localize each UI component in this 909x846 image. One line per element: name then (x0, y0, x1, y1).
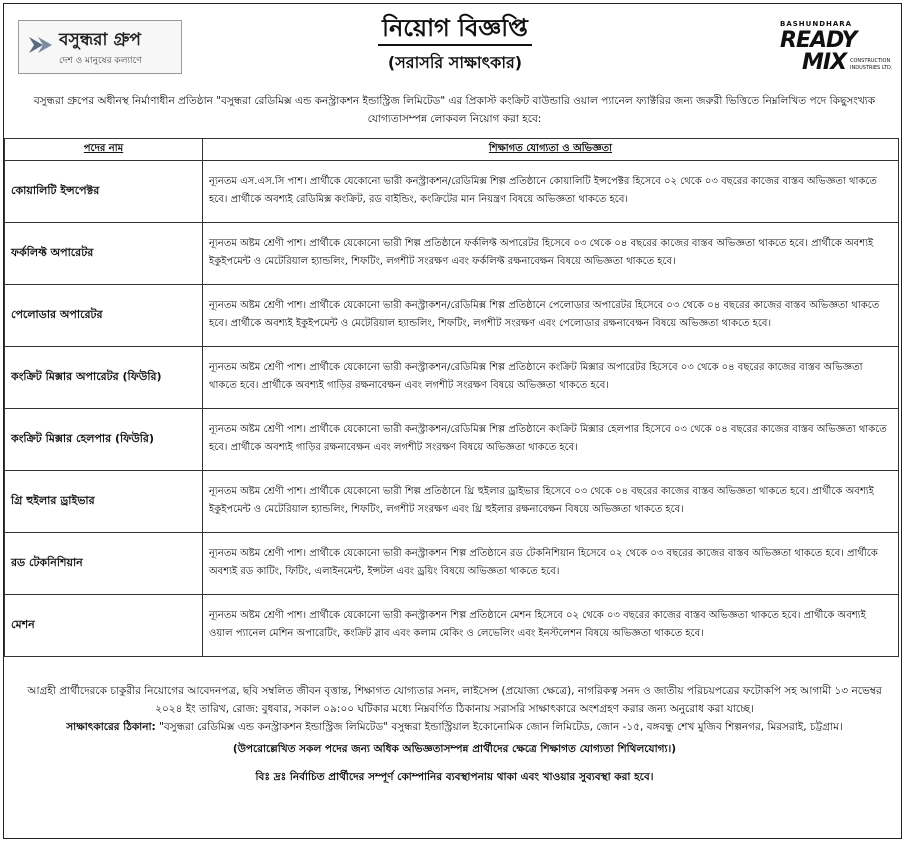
position-name: কোয়ালিটি ইন্সপেক্টর (5, 160, 203, 222)
interview-address (12, 718, 897, 736)
position-details: ন্যূনতম অষ্টম শ্রেণী পাশ। প্রার্থীকে যেকোনো ভারী কনস্ট্রাকশন শিল্প প্রতিষ্ঠানে রড টেকনিশিয়ান হিসেবে ০২ থেকে ০৩ বছরের কাজের বাস্তব অভিজ্ঞতা থাকতে হবে। প্রার্থীকে অবশ্যই রড কাটিং, ফিটিং, এলাইনমেন্ট, ইন্সটল এবং ড্রয়িং বিষয়ে অভিজ্ঞতা থাকতে হবে। (203, 532, 899, 594)
address-text: "বসুন্ধরা রেডিমিক্স এন্ড কনস্ট্রাকশন ইন্ডাস্ট্রিজ লিমিটেড" বসুন্ধরা ইন্ডাস্ট্রিয়াল ইকোনোমিক জোন লিমিটেড, জোন -১৫, বঙ্গবন্ধু শেখ মুজিব শিল্পনগর, মিরসরাই, চট্টগ্রাম। (159, 721, 843, 733)
intro-paragraph: বসুন্ধরা গ্রুপের অধীনস্থ নির্মাণাধীন প্রতিষ্ঠান "বসুন্ধরা রেডিমিক্স এন্ড কনস্ট্রাকশন ইন্ডাস্ট্রিজ লিমিটেড" এর প্রিকাস্ট কংক্রিট বাউন্ডারি ওয়াল প্যানেল ফ্যাক্টরির জন্য জরুরী ভিত্তিতে নিম্নলিখিত পদে কিছুসংখ্যক যোগ্যতাসম্পন্ন লোকবল নিয়োগ করা হবে: (33, 95, 876, 125)
position-details: ন্যূনতম অষ্টম শ্রেণী পাশ। প্রার্থীকে যেকোনো ভারী শিল্প প্রতিষ্ঠানে ফর্কলিফ্ট অপারেটর হিসেবে ০৩ থেকে ০৪ বছরের কাজের বাস্তব অভিজ্ঞতা থাকতে হবে। প্রার্থীকে অবশ্যই ইকুইপমেন্ট ও মেটেরিয়াল হ্যান্ডলিং, শিফটিং, লগশীট সংরক্ষণ এবং ফর্কলিফ্ট রক্ষনাবেক্ষন বিষয়ে অভিজ্ঞতা থাকতে হবে। (203, 222, 899, 284)
job-table (4, 138, 899, 657)
table-row (5, 222, 899, 284)
position-name: মেশন (5, 594, 203, 656)
title-block (290, 12, 620, 77)
bashundhara-arrow-icon (29, 33, 55, 57)
table-row (5, 346, 899, 408)
address-label: সাক্ষাৎকারের ঠিকানা: (66, 721, 156, 733)
position-name: কংক্রিট মিক্সার অপারেটর (ফিউরি) (5, 346, 203, 408)
readymix-logo (780, 20, 896, 80)
position-details: ন্যূনতম অষ্টম শ্রেণী পাশ। প্রার্থীকে যেকোনো ভারী কনস্ট্রাকশন/রেডিমিক্স শিল্প প্রতিষ্ঠানে পেলোডার অপারেটর হিসেবে ০৩ থেকে ০৪ বছরের কাজের বাস্তব অভিজ্ঞতা থাকতে হবে। প্রার্থীকে অবশ্যই ইকুইপমেন্ট ও মেটেরিয়াল হ্যান্ডলিং, শিফটিং, লগশীট সংরক্ষণ এবং পেলোডার রক্ষনাবেক্ষন বিষয়ে অভিজ্ঞতা থাকতে হবে। (203, 284, 899, 346)
table-row (5, 160, 899, 222)
position-name: গ্রি হুইলার ড্রাইভার (5, 470, 203, 532)
table-header-row (5, 139, 899, 161)
application-instructions: আগ্রহী প্রার্থীদেরকে চাকুরীর নিয়োগের আবেদনপত্র, ছবি সম্বলিত জীবন বৃত্তান্ত, শিক্ষাগত যোগ্যতার সনদ, লাইসেন্স (প্রযোজ্য ক্ষেত্রে), নাগরিকত্ব সনদ ও জাতীয় পরিচয়পত্রের ফটোকপি সহ আগামী ১৩ নভেম্বর ২০২৪ ইং তারিখ, রোজ: বুধবার, সকাল ০৯:০০ ঘটিকার মধ্যে নিম্নবর্ণিত ঠিকানায় সরাসরি সাক্ষাৎকারে অংশগ্রহণ করার জন্য অনুরোধ করা যাচ্ছে। (27, 685, 882, 715)
notice-footer (12, 682, 897, 786)
position-name: কংক্রিট মিক্সার হেলপার (ফিউরি) (5, 408, 203, 470)
position-name: পেলোডার অপারেটর (5, 284, 203, 346)
company-logo-tagline: দেশ ও মানুষের কল্যাণে (59, 56, 142, 66)
table-row (5, 470, 899, 532)
readymix-logo-top: BASHUNDHARA (780, 20, 853, 28)
position-name: ফর্কলিফ্ট অপারেটর (5, 222, 203, 284)
table-row (5, 532, 899, 594)
position-details: ন্যূনতম অষ্টম শ্রেণী পাশ। প্রার্থীকে যেকোনো ভারী শিল্প প্রতিষ্ঠানে থ্রি হুইলার ড্রাইভার হিসেবে ০৩ থেকে ০৪ বছরের কাজের বাস্তব অভিজ্ঞতা থাকতে হবে। প্রার্থীকে অবশ্যই ইকুইপমেন্ট ও মেটেরিয়াল হ্যান্ডলিং, শিফটিং, লগশীট সংরক্ষণ এবং থ্রি হুইলার রক্ষনাবেক্ষন বিষয়ে অভিজ্ঞতা থাকতে হবে। (203, 470, 899, 532)
readymix-logo-ready: READY (780, 28, 857, 53)
page-subtitle: (সরাসরি সাক্ষাৎকার) (387, 53, 523, 72)
readymix-logo-sub: CONSTRUCTION INDUSTRIES LTD. (850, 58, 893, 71)
notice-header (10, 12, 900, 84)
position-details: ন্যূনতম এস.এস.সি পাশ। প্রার্থীকে যেকোনো ভারী কনস্ট্রাকশন/রেডিমিক্স শিল্প প্রতিষ্ঠানে কোয়ালিটি ইন্সপেক্টর হিসেবে ০২ থেকে ০৩ বছরের কাজের বাস্তব অভিজ্ঞতা থাকতে হবে। প্রার্থীকে অবশ্যই রেডিমিক্স কংক্রিট, রড বাইন্ডিং, কংক্রিটের মান নিয়ন্ত্রণ বিষয়ে অভিজ্ঞতা থাকতে হবে। (203, 160, 899, 222)
position-details: ন্যূনতম অষ্টম শ্রেণী পাশ। প্রার্থীকে যেকোনো ভারী কনস্ট্রাকশন/রেডিমিক্স শিল্প প্রতিষ্ঠানে কংক্রিট মিক্সার অপারেটর হিসেবে ০৩ থেকে ০৪ বছরের কাজের বাস্তব অভিজ্ঞতা থাকতে হবে। প্রার্থীকে অবশ্যই গাড়ির রক্ষনাবেক্ষন এবং লগশীট সংরক্ষণ বিষয়ে অভিজ্ঞতা থাকতে হবে। (203, 346, 899, 408)
bashundhara-group-logo (18, 20, 182, 74)
page-title: নিয়োগ বিজ্ঞপ্তি (378, 12, 532, 46)
table-row (5, 594, 899, 656)
position-details: ন্যূনতম অষ্টম শ্রেণী পাশ। প্রার্থীকে যেকোনো ভারী কনস্ট্রাকশন শিল্প প্রতিষ্ঠানে মেশন হিসেবে ০২ থেকে ০৩ বছরের কাজের বাস্তব অভিজ্ঞতা থাকতে হবে। প্রার্থীকে অবশ্যই ওয়াল প্যানেল মেশিন অপারেটিং, কংক্রিট স্লাব এবং কলাম মেকিং ও লেভেলিং এবং ইনস্টলেশন বিষয়ে অভিজ্ঞতা থাকতে হবে। (203, 594, 899, 656)
company-logo-name: বসুন্ধরা গ্রুপ (59, 30, 141, 50)
readymix-logo-mix: MIX (802, 50, 847, 75)
relaxation-note: (উপরোল্লেখিত সকল পদের জন্য অধিক অভিজ্ঞতাসম্পন্ন প্রার্থীদের ক্ষেত্রে শিক্ষাগত যোগ্যতা শিথিলযোগ্য।) (232, 743, 677, 755)
header-qualification: শিক্ষাগত যোগ্যতা ও অভিজ্ঞতা (203, 139, 899, 161)
header-position: পদের নাম (5, 139, 203, 161)
position-details: ন্যূনতম অষ্টম শ্রেণী পাশ। প্রার্থীকে যেকোনো ভারী কনস্ট্রাকশন/রেডিমিক্স শিল্প প্রতিষ্ঠানে কংক্রিট মিক্সার হেলপার হিসেবে ০৩ থেকে ০৪ বছরের কাজের বাস্তব অভিজ্ঞতা থাকতে হবে। প্রার্থীকে অবশ্যই গাড়ির রক্ষনাবেক্ষন এবং লগশীট সংরক্ষণ বিষয়ে অভিজ্ঞতা থাকতে হবে। (203, 408, 899, 470)
position-name: রড টেকনিশিয়ান (5, 532, 203, 594)
table-row (5, 284, 899, 346)
accommodation-note: বিঃ দ্রঃ নির্বাচিত প্রার্থীদের সম্পূর্ণ কোম্পানির ব্যবস্থাপনায় থাকা এবং খাওয়ার সুব্যবস্থা করা হবে। (255, 771, 654, 783)
table-row (5, 408, 899, 470)
